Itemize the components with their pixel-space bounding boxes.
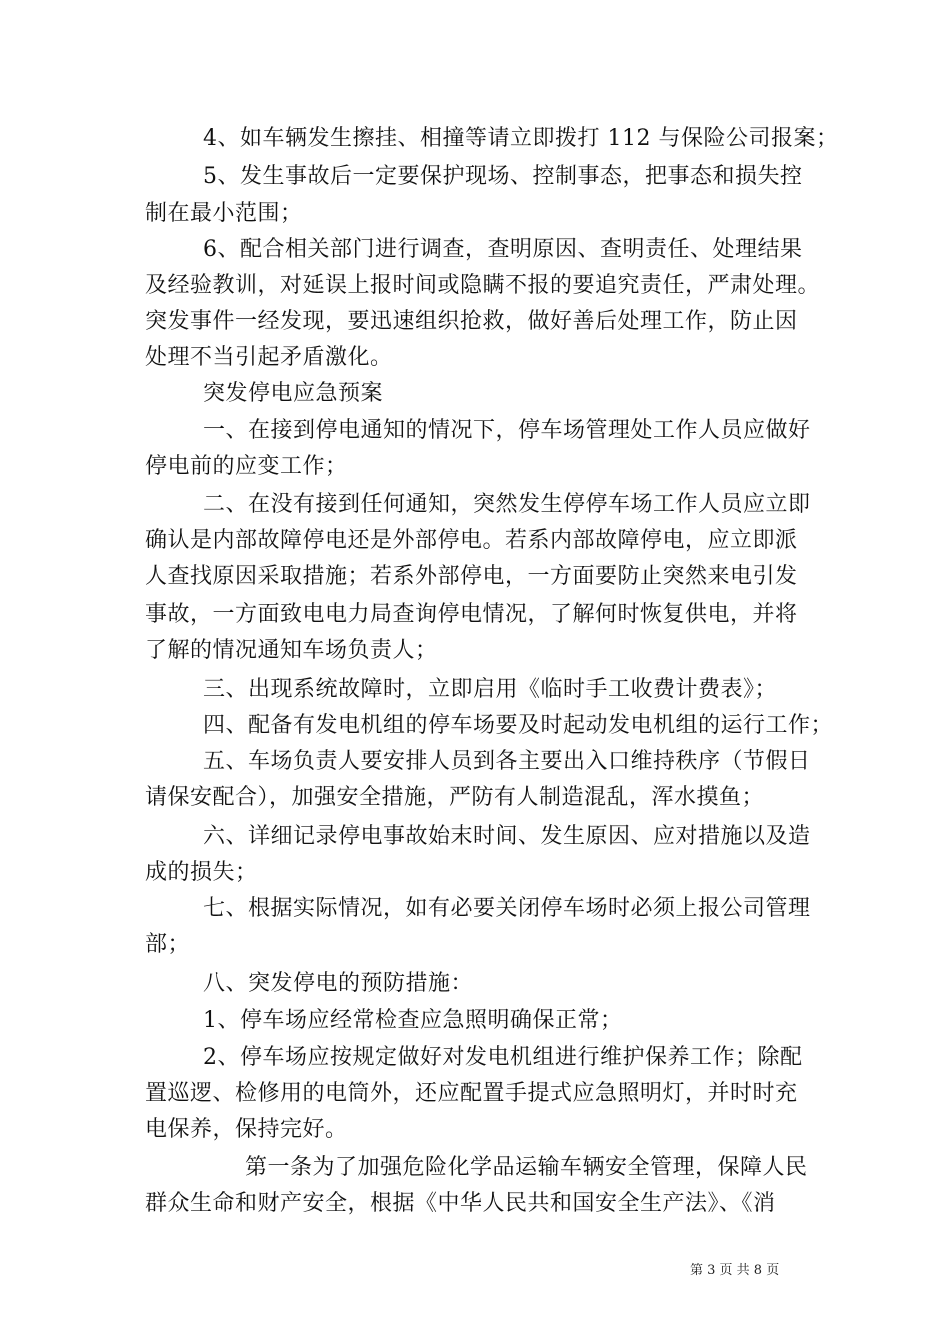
paragraph-line: 六、详细记录停电事故始末时间、发生原因、应对措施以及造	[203, 824, 811, 849]
paragraph-line: 确认是内部故障停电还是外部停电。若系内部故障停电，应立即派	[145, 528, 798, 553]
paragraph-line: 人查找原因采取措施；若系外部停电，一方面要防止突然来电引发	[145, 564, 798, 589]
paragraph-line: 成的损失；	[145, 860, 258, 885]
paragraph-line: 了解的情况通知车场负责人；	[145, 638, 438, 663]
paragraph-line: 部；	[145, 932, 191, 957]
paragraph-line: 6、配合相关部门进行调查，查明原因、查明责任、处理结果	[203, 237, 803, 262]
paragraph-line: 4、如车辆发生擦挂、相撞等请立即拨打 112 与保险公司报案；	[203, 126, 839, 151]
paragraph-line: 电保养，保持完好。	[145, 1117, 348, 1142]
paragraph-line: 请保安配合），加强安全措施，严防有人制造混乱，浑水摸鱼；	[145, 785, 765, 810]
paragraph-line: 突发事件一经发现，要迅速组织抢救，做好善后处理工作，防止因	[145, 309, 798, 334]
paragraph-line: 八、突发停电的预防措施：	[203, 971, 474, 996]
section-heading: 突发停电应急预案	[203, 381, 384, 406]
paragraph-line: 一、在接到停电通知的情况下，停车场管理处工作人员应做好	[203, 418, 811, 443]
paragraph-line: 第一条为了加强危险化学品运输车辆安全管理，保障人民	[245, 1155, 808, 1180]
paragraph-line: 及经验教训，对延误上报时间或隐瞒不报的要追究责任，严肃处理。	[145, 273, 821, 298]
paragraph-line: 处理不当引起矛盾激化。	[145, 345, 393, 370]
paragraph-line: 四、配备有发电机组的停车场要及时起动发电机组的运行工作；	[203, 713, 834, 738]
paragraph-line: 2、停车场应按规定做好对发电机组进行维护保养工作；除配	[203, 1045, 803, 1070]
paragraph-line: 三、出现系统故障时，立即启用《临时手工收费计费表》；	[203, 677, 778, 702]
paragraph-line: 二、在没有接到任何通知，突然发生停停车场工作人员应立即	[203, 492, 811, 517]
paragraph-line: 七、根据实际情况，如有必要关闭停车场时必须上报公司管理	[203, 896, 811, 921]
page-number: 第 3 页 共 8 页	[690, 1263, 780, 1278]
paragraph-line: 1、停车场应经常检查应急照明确保正常；	[203, 1008, 623, 1033]
paragraph-line: 停电前的应变工作；	[145, 454, 348, 479]
paragraph-line: 群众生命和财产安全，根据《中华人民共和国安全生产法》、《消	[145, 1191, 776, 1216]
paragraph-line: 制在最小范围；	[145, 201, 303, 226]
paragraph-line: 5、发生事故后一定要保护现场、控制事态，把事态和损失控	[203, 164, 803, 189]
paragraph-line: 置巡逻、检修用的电筒外，还应配置手提式应急照明灯，并时时充	[145, 1081, 798, 1106]
paragraph-line: 五、车场负责人要安排人员到各主要出入口维持秩序（节假日	[203, 749, 811, 774]
paragraph-line: 事故，一方面致电电力局查询停电情况，了解何时恢复供电，并将	[145, 602, 798, 627]
